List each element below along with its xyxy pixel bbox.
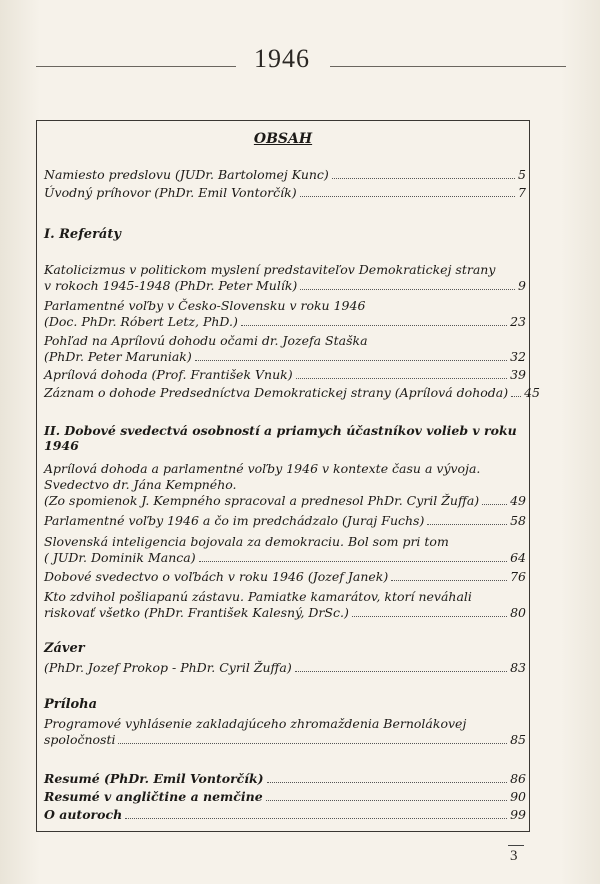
toc-entry[interactable] <box>44 807 526 823</box>
entry-text: riskovať všetko (PhDr. František Kalesný, DrSc.) <box>44 605 349 620</box>
entry-text: Resumé (PhDr. Emil Vontorčík) <box>44 771 264 786</box>
dot-leader <box>482 504 507 505</box>
entry-page: 86 <box>510 771 526 786</box>
entry-page: 83 <box>510 660 526 675</box>
dot-leader <box>125 818 507 819</box>
toc-entry[interactable] <box>44 534 526 566</box>
section-title-priloha: Príloha <box>44 697 98 712</box>
entry-text: Namiesto predslovu (JUDr. Bartolomej Kunc) <box>44 167 329 182</box>
toc-title: OBSAH <box>253 131 313 147</box>
entry-line: Programové vyhlásenie zakladajúceho zhromaždenia Bernolákovej <box>44 716 467 731</box>
table-of-contents <box>36 120 541 832</box>
toc-entry[interactable] <box>44 660 526 676</box>
dot-leader <box>241 325 507 326</box>
dot-leader <box>391 580 507 581</box>
toc-entry[interactable] <box>44 367 526 383</box>
entry-line: Slovenská inteligencia bojovala za demokraciu. Bol som pri tom <box>44 534 449 549</box>
section-title-svedectva: II. Dobové svedectvá osobností a priamych účastníkov volieb v roku 1946 <box>44 423 517 453</box>
entry-page: 80 <box>510 605 526 620</box>
entry-page: 23 <box>510 314 526 329</box>
entry-text: (PhDr. Jozef Prokop - PhDr. Cyril Žuffa) <box>44 660 292 675</box>
entry-line: Pohľad na Aprílovú dohodu očami dr. Jozefa Staška <box>44 333 368 348</box>
toc-entry[interactable] <box>44 333 526 365</box>
entry-text: Resumé v angličtine a nemčine <box>44 789 263 804</box>
dot-leader <box>199 561 508 562</box>
entry-page: 5 <box>518 167 526 182</box>
page-number-rule <box>508 845 524 846</box>
entry-page: 9 <box>518 278 526 293</box>
header-rule-left <box>36 66 236 67</box>
page-number: 3 <box>510 848 518 864</box>
entry-text: (Doc. PhDr. Róbert Letz, PhD.) <box>44 314 238 329</box>
entry-line: Aprílová dohoda a parlamentné voľby 1946 v kontexte času a vývoja. <box>44 461 481 476</box>
header-rule-right <box>330 66 566 67</box>
entry-page: 32 <box>510 349 526 364</box>
entry-page: 76 <box>510 569 526 584</box>
dot-leader <box>266 800 507 801</box>
entry-page: 99 <box>510 807 526 822</box>
toc-entry[interactable] <box>44 185 526 201</box>
toc-entry[interactable] <box>44 716 526 748</box>
dot-leader <box>300 289 515 290</box>
toc-entry[interactable] <box>44 461 526 509</box>
toc-entry[interactable] <box>44 298 526 330</box>
entry-text: Parlamentné voľby 1946 a čo im predchádzalo (Juraj Fuchs) <box>44 513 425 528</box>
entry-page: 58 <box>510 513 526 528</box>
dot-leader <box>300 196 515 197</box>
entry-text: (Zo spomienok J. Kempného spracoval a prednesol PhDr. Cyril Žuffa) <box>44 493 480 508</box>
toc-entry[interactable] <box>44 262 526 294</box>
entry-text: (PhDr. Peter Maruniak) <box>44 349 192 364</box>
toc-entry[interactable] <box>44 385 541 401</box>
entry-page: 85 <box>510 732 526 747</box>
dot-leader <box>427 524 507 525</box>
section-title-referaty: I. Referáty <box>44 227 121 242</box>
dot-leader <box>332 178 515 179</box>
entry-line: Katolicizmus v politickom myslení predstaviteľov Demokratickej strany <box>44 262 496 277</box>
entry-line: Parlamentné voľby v Česko-Slovensku v roku 1946 <box>44 298 366 313</box>
entry-text: Úvodný príhovor (PhDr. Emil Vontorčík) <box>44 185 297 200</box>
entry-page: 64 <box>510 550 526 565</box>
dot-leader <box>118 743 507 744</box>
entry-page: 90 <box>510 789 526 804</box>
entry-page: 45 <box>524 385 541 400</box>
dot-leader <box>296 378 508 379</box>
header-year: 1946 <box>254 44 310 73</box>
toc-entry[interactable] <box>44 167 526 183</box>
entry-text: Záznam o dohode Predsedníctva Demokratickej strany (Aprílová dohoda) <box>44 385 509 400</box>
toc-entry[interactable] <box>44 589 526 621</box>
toc-entry[interactable] <box>44 789 526 805</box>
dot-leader <box>511 396 521 397</box>
entry-text: Dobové svedectvo o voľbách v roku 1946 (Jozef Janek) <box>44 569 389 584</box>
toc-entry[interactable] <box>44 513 526 529</box>
entry-text: v rokoch 1945-1948 (PhDr. Peter Mulík) <box>44 278 298 293</box>
entry-text: O autoroch <box>44 807 123 822</box>
dot-leader <box>195 360 507 361</box>
toc-entry[interactable] <box>44 569 526 585</box>
entry-line: Svedectvo dr. Jána Kempného. <box>44 477 237 492</box>
dot-leader <box>267 782 508 783</box>
entry-page: 7 <box>518 185 526 200</box>
dot-leader <box>352 616 507 617</box>
entry-page: 39 <box>510 367 526 382</box>
entry-text: ( JUDr. Dominik Manca) <box>44 550 196 565</box>
entry-text: spoločnosti <box>44 732 116 747</box>
section-title-zaver: Záver <box>44 641 85 656</box>
entry-text: Aprílová dohoda (Prof. František Vnuk) <box>44 367 293 382</box>
entry-page: 49 <box>510 493 526 508</box>
toc-entry[interactable] <box>44 771 526 787</box>
dot-leader <box>295 671 507 672</box>
entry-line: Kto zdvihol pošliapanú zástavu. Pamiatke kamarátov, ktorí neváhali <box>44 589 472 604</box>
